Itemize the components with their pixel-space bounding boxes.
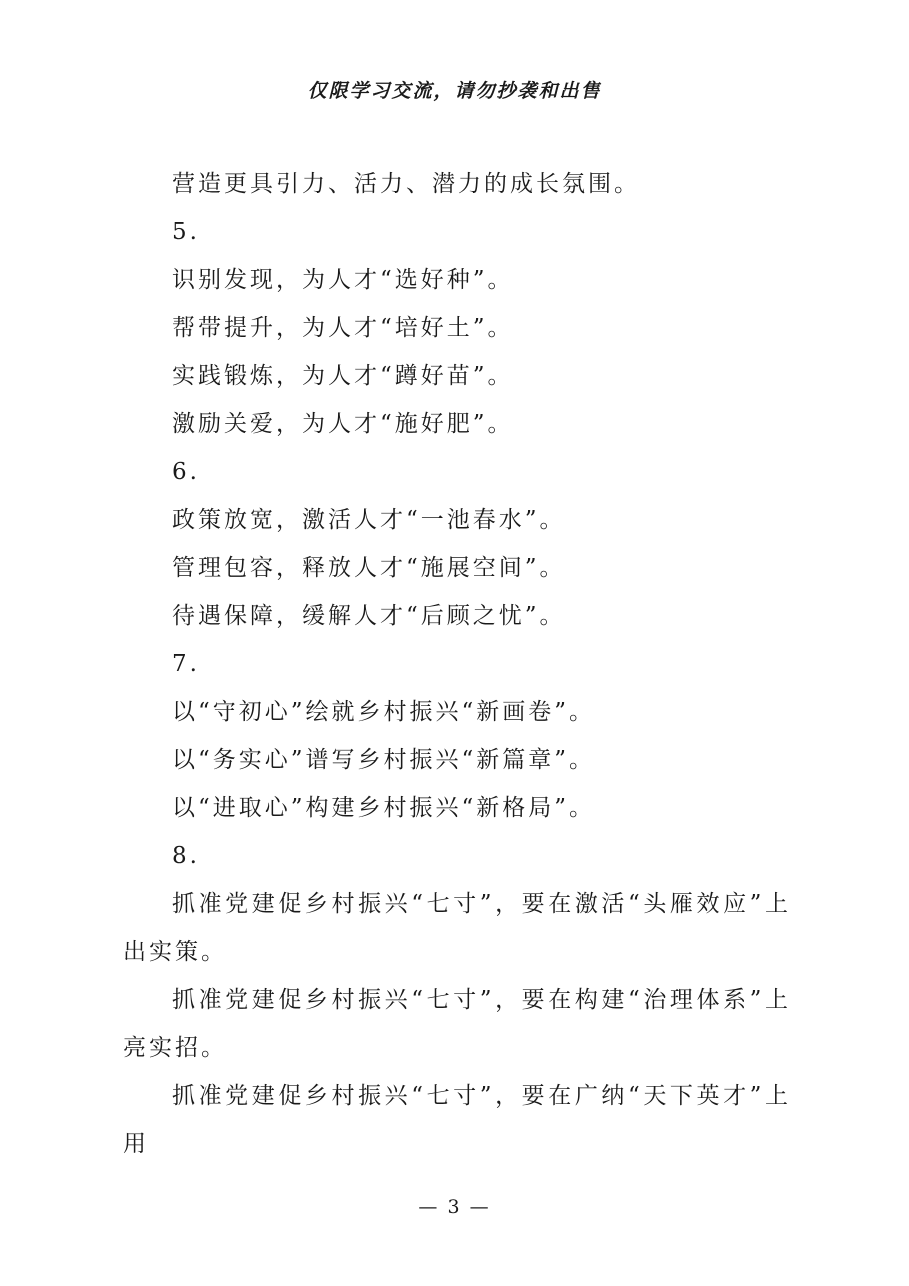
text-line: 待遇保障，缓解人才“后顾之忧”。: [172, 603, 566, 629]
text-line: 以“守初心”绘就乡村振兴“新画卷”。: [172, 699, 596, 725]
copyright-notice: 仅限学习交流，请勿抄袭和出售: [307, 80, 602, 102]
paragraph: 抓准党建促乡村振兴“七寸”，要在构建“治理体系”上亮实招。: [123, 987, 791, 1061]
text-line: 以“务实心”谱写乡村振兴“新篇章”。: [172, 747, 596, 773]
text-line: 以“进取心”构建乡村振兴“新格局”。: [172, 795, 596, 821]
section-number: 8.: [172, 843, 200, 869]
text-line: 实践锻炼，为人才“蹲好苗”。: [172, 363, 514, 389]
paragraph: 抓准党建促乡村振兴“七寸”，要在广纳“天下英才”上用: [123, 1083, 791, 1157]
page-number: — 3 —: [418, 1196, 491, 1218]
text-line: 帮带提升，为人才“培好土”。: [172, 315, 514, 341]
text-line: 激励关爱，为人才“施好肥”。: [172, 411, 514, 437]
text-line: 政策放宽，激活人才“一池春水”。: [172, 507, 566, 533]
text-line: 识别发现，为人才“选好种”。: [172, 267, 514, 293]
section-number: 6.: [172, 459, 200, 485]
text-line: 营造更具引力、活力、潜力的成长氛围。: [172, 171, 640, 197]
text-line: 管理包容，释放人才“施展空间”。: [172, 555, 566, 581]
document-body: [123, 160, 791, 1168]
section-number: 5.: [172, 219, 200, 245]
section-number: 7.: [172, 651, 200, 677]
paragraph: 抓准党建促乡村振兴“七寸”，要在激活“头雁效应”上出实策。: [123, 891, 791, 965]
